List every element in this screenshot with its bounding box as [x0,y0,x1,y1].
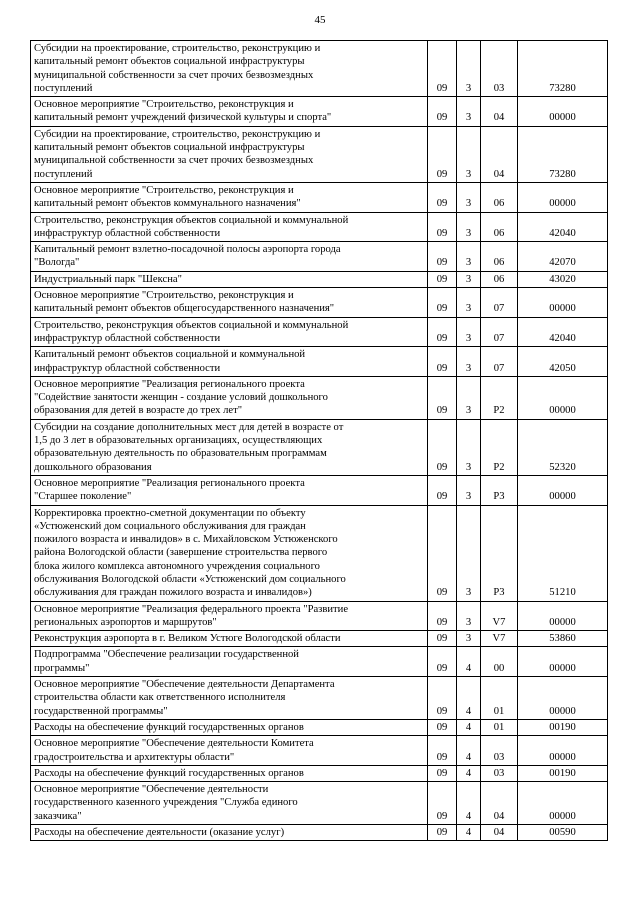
table-row [31,97,608,127]
code-cell-2: 3 [457,242,481,272]
code-cell-4: 53860 [518,631,608,647]
table-row [31,825,608,841]
code-cell-1: 09 [428,271,457,287]
row-name-cell: Строительство, реконструкция объектов социальной и коммунальной инфраструктур областной собственности [31,317,428,347]
code-cell-1: 09 [428,631,457,647]
code-cell-2: 4 [457,782,481,825]
code-cell-2: 3 [457,347,481,377]
code-cell-4: 00000 [518,647,608,677]
row-name-cell: Расходы на обеспечение функций государственных органов [31,719,428,735]
row-name-cell: Основное мероприятие "Реализация регионального проекта "Содействие занятости женщин - создание условий дошкольного образования для детей в возрасте до трех лет" [31,376,428,419]
code-cell-3: 06 [481,182,518,212]
code-cell-3: 04 [481,782,518,825]
code-cell-1: 09 [428,647,457,677]
code-cell-4: 43020 [518,271,608,287]
table-row [31,41,608,97]
code-cell-4: 52320 [518,419,608,475]
code-cell-1: 09 [428,505,457,601]
code-cell-2: 3 [457,505,481,601]
row-name-cell: Расходы на обеспечение деятельности (оказание услуг) [31,825,428,841]
code-cell-2: 4 [457,825,481,841]
code-cell-2: 3 [457,631,481,647]
code-cell-1: 09 [428,126,457,182]
code-cell-3: 03 [481,765,518,781]
code-cell-1: 09 [428,825,457,841]
code-cell-3: 04 [481,126,518,182]
code-cell-1: 09 [428,677,457,720]
code-cell-3: 06 [481,212,518,242]
code-cell-3: 06 [481,242,518,272]
code-cell-1: 09 [428,242,457,272]
code-cell-2: 3 [457,475,481,505]
code-cell-1: 09 [428,41,457,97]
code-cell-4: 73280 [518,41,608,97]
row-name-cell: Субсидии на проектирование, строительство, реконструкцию и капитальный ремонт объектов социальной инфраструктуры муниципальной собственности за счет прочих безвозмездных поступлений [31,41,428,97]
table-row [31,765,608,781]
code-cell-1: 09 [428,288,457,318]
code-cell-1: 09 [428,475,457,505]
row-name-cell: Основное мероприятие "Реализация регионального проекта "Старшее поколение" [31,475,428,505]
code-cell-3: 00 [481,647,518,677]
code-cell-1: 09 [428,347,457,377]
table-row [31,376,608,419]
row-name-cell: Корректировка проектно-сметной документации по объекту «Устюженский дом социального обслуживания для граждан пожилого возраста и инвалидов» в с. Михайловском Устюженского района Вологодской области (завершение строительства первого блока жилого комплекса автономного учреждения социального обслуживания Вологодской области «Устюженский дом социального обслуживания для граждан пожилого возраста и инвалидов») [31,505,428,601]
code-cell-4: 42050 [518,347,608,377]
code-cell-2: 4 [457,765,481,781]
code-cell-3: 07 [481,317,518,347]
code-cell-1: 09 [428,212,457,242]
code-cell-3: 01 [481,719,518,735]
row-name-cell: Субсидии на создание дополнительных мест для детей в возрасте от 1,5 до 3 лет в образовательных организациях, осуществляющих образовательную деятельность по образовательным программам дошкольного образования [31,419,428,475]
code-cell-3: V7 [481,631,518,647]
row-name-cell: Капитальный ремонт взлетно-посадочной полосы аэропорта города "Вологда" [31,242,428,272]
code-cell-1: 09 [428,376,457,419]
table-row [31,631,608,647]
code-cell-1: 09 [428,736,457,766]
code-cell-3: V7 [481,601,518,631]
code-cell-2: 4 [457,719,481,735]
code-cell-1: 09 [428,601,457,631]
code-cell-3: 03 [481,41,518,97]
code-cell-2: 3 [457,601,481,631]
table-row [31,601,608,631]
row-name-cell: Основное мероприятие "Строительство, реконструкция и капитальный ремонт учреждений физической культуры и спорта" [31,97,428,127]
budget-classification-table [30,40,608,841]
table-row [31,347,608,377]
code-cell-2: 3 [457,376,481,419]
table-row [31,505,608,601]
code-cell-3: P3 [481,475,518,505]
code-cell-3: 04 [481,97,518,127]
code-cell-3: 04 [481,825,518,841]
code-cell-3: 06 [481,271,518,287]
row-name-cell: Индустриальный парк "Шексна" [31,271,428,287]
code-cell-4: 42070 [518,242,608,272]
code-cell-2: 4 [457,647,481,677]
code-cell-2: 3 [457,97,481,127]
code-cell-4: 00000 [518,97,608,127]
table-row [31,212,608,242]
row-name-cell: Основное мероприятие "Обеспечение деятельности Комитета градостроительства и архитектуры области" [31,736,428,766]
code-cell-2: 3 [457,288,481,318]
row-name-cell: Основное мероприятие "Реализация федерального проекта "Развитие региональных аэропортов и маршрутов" [31,601,428,631]
row-name-cell: Расходы на обеспечение функций государственных органов [31,765,428,781]
code-cell-2: 3 [457,41,481,97]
code-cell-4: 00000 [518,677,608,720]
code-cell-3: P3 [481,505,518,601]
table-row [31,677,608,720]
code-cell-3: 07 [481,288,518,318]
table-row [31,182,608,212]
row-name-cell: Реконструкция аэропорта в г. Великом Устюге Вологодской области [31,631,428,647]
code-cell-4: 51210 [518,505,608,601]
code-cell-1: 09 [428,719,457,735]
code-cell-4: 42040 [518,317,608,347]
table-row [31,317,608,347]
code-cell-4: 00000 [518,736,608,766]
table-row [31,719,608,735]
page-number: 45 [314,14,326,26]
code-cell-2: 3 [457,271,481,287]
code-cell-4: 00000 [518,782,608,825]
code-cell-4: 00000 [518,182,608,212]
code-cell-1: 09 [428,317,457,347]
code-cell-1: 09 [428,765,457,781]
row-name-cell: Основное мероприятие "Обеспечение деятельности Департамента строительства области как ответственного исполнителя государственной программы" [31,677,428,720]
table-row [31,736,608,766]
table-body [31,41,608,841]
code-cell-4: 00000 [518,601,608,631]
code-cell-2: 3 [457,126,481,182]
code-cell-4: 00590 [518,825,608,841]
table-row [31,647,608,677]
row-name-cell: Основное мероприятие "Строительство, реконструкция и капитальный ремонт объектов коммунального назначения" [31,182,428,212]
code-cell-4: 00000 [518,475,608,505]
table-row [31,419,608,475]
code-cell-4: 00190 [518,765,608,781]
code-cell-3: 01 [481,677,518,720]
code-cell-3: P2 [481,376,518,419]
code-cell-4: 73280 [518,126,608,182]
table-row [31,782,608,825]
code-cell-3: 07 [481,347,518,377]
code-cell-4: 00190 [518,719,608,735]
code-cell-1: 09 [428,782,457,825]
table-row [31,126,608,182]
code-cell-4: 00000 [518,288,608,318]
row-name-cell: Субсидии на проектирование, строительство, реконструкцию и капитальный ремонт объектов социальной инфраструктуры муниципальной собственности за счет прочих безвозмездных поступлений [31,126,428,182]
row-name-cell: Основное мероприятие "Обеспечение деятельности государственного казенного учреждения "Служба единого заказчика" [31,782,428,825]
row-name-cell: Капитальный ремонт объектов социальной и коммунальной инфраструктур областной собственности [31,347,428,377]
code-cell-4: 00000 [518,376,608,419]
table-row [31,288,608,318]
code-cell-2: 4 [457,736,481,766]
code-cell-4: 42040 [518,212,608,242]
code-cell-3: P2 [481,419,518,475]
row-name-cell: Строительство, реконструкция объектов социальной и коммунальной инфраструктур областной собственности [31,212,428,242]
code-cell-2: 4 [457,677,481,720]
table-row [31,242,608,272]
code-cell-1: 09 [428,97,457,127]
row-name-cell: Основное мероприятие "Строительство, реконструкция и капитальный ремонт объектов общегосударственного назначения" [31,288,428,318]
code-cell-1: 09 [428,182,457,212]
table-row [31,271,608,287]
code-cell-2: 3 [457,419,481,475]
code-cell-3: 03 [481,736,518,766]
row-name-cell: Подпрограмма "Обеспечение реализации государственной программы" [31,647,428,677]
code-cell-1: 09 [428,419,457,475]
table-row [31,475,608,505]
code-cell-2: 3 [457,212,481,242]
code-cell-2: 3 [457,182,481,212]
code-cell-2: 3 [457,317,481,347]
